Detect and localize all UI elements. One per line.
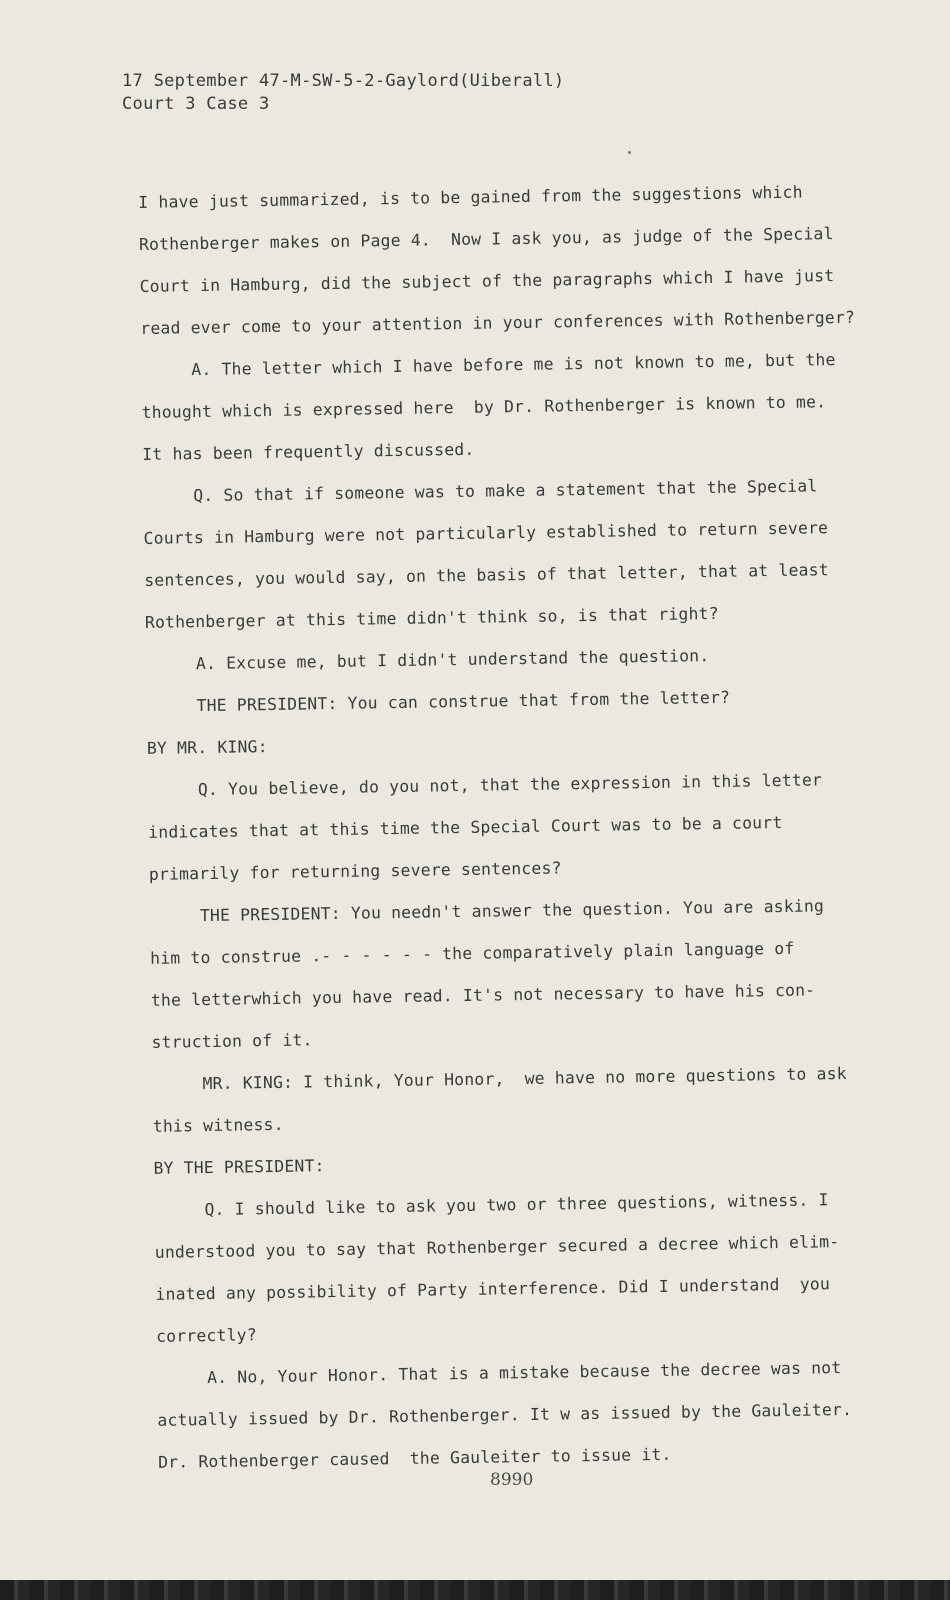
- document-header: [122, 70, 564, 116]
- transcript-line: Q. I should like to ask you two or three questions, witness. I: [154, 1190, 829, 1220]
- microfilm-edge: [0, 1580, 950, 1600]
- transcript-body: [138, 170, 898, 1483]
- transcript-line: Q. You believe, do you not, that the expression in this letter: [147, 770, 823, 800]
- transcript-line: thought which is expressed here by Dr. Rothenberger is known to me.: [141, 392, 827, 422]
- page-number: 8990: [490, 1470, 534, 1490]
- transcript-line: MR. KING: I think, Your Honor, we have no more questions to ask: [152, 1063, 847, 1094]
- transcript-line: Rothenberger at this time didn't think so, is that right?: [144, 603, 719, 632]
- transcript-line: struction of it.: [151, 1030, 313, 1052]
- transcript-line: actually issued by Dr. Rothenberger. It w as issued by the Gauleiter.: [157, 1399, 853, 1430]
- transcript-line: THE PRESIDENT: You needn't answer the question. You are asking: [149, 896, 825, 926]
- transcript-line: A. The letter which I have before me is not known to me, but the: [140, 350, 836, 380]
- transcript-line: correctly?: [155, 1325, 257, 1346]
- transcript-line: understood you to say that Rothenberger secured a decree which elim-: [154, 1232, 840, 1262]
- transcript-line: this witness.: [152, 1114, 284, 1136]
- transcript-line: BY THE PRESIDENT:: [153, 1156, 325, 1178]
- transcript-line: the letterwhich you have read. It's not necessary to have his con-: [150, 980, 816, 1010]
- transcript-line: Q. So that if someone was to make a statement that the Special: [142, 476, 818, 506]
- transcript-line: Court in Hamburg, did the subject of the paragraphs which I have just: [139, 266, 835, 296]
- transcript-line: THE PRESIDENT: You can construe that from the letter?: [146, 687, 731, 716]
- transcript-line: Dr. Rothenberger caused the Gauleiter to issue it.: [157, 1444, 672, 1472]
- transcript-line: A. No, Your Honor. That is a mistake because the decree was not: [156, 1358, 842, 1388]
- transcript-line: read ever come to your attention in your conferences with Rothenberger?: [140, 307, 856, 338]
- transcript-line: primarily for returning severe sentences?: [148, 858, 562, 884]
- transcript-line: inated any possibility of Party interference. Did I understand you: [155, 1274, 831, 1304]
- transcript-line: sentences, you would say, on the basis of that letter, that at least: [144, 560, 829, 590]
- transcript-line: indicates that at this time the Special Court was to be a court: [148, 812, 783, 842]
- header-date-line: 17 September 47-M-SW-5-2-Gaylord(Uiberall): [122, 71, 565, 91]
- transcript-line: A. Excuse me, but I didn't understand the question.: [145, 646, 710, 674]
- paper-speck: [628, 151, 631, 154]
- transcript-line: Courts in Hamburg were not particularly established to return severe: [143, 518, 829, 548]
- transcript-line: I have just summarized, is to be gained from the suggestions which: [138, 182, 803, 212]
- transcript-line: Rothenberger makes on Page 4. Now I ask you, as judge of the Special: [138, 224, 834, 254]
- header-court-line: Court 3 Case 3: [122, 94, 270, 114]
- transcript-line: It has been frequently discussed.: [142, 439, 475, 464]
- transcript-line: him to construe .- - - - - - the comparatively plain language of: [150, 938, 795, 968]
- transcript-line: BY MR. KING:: [146, 737, 268, 758]
